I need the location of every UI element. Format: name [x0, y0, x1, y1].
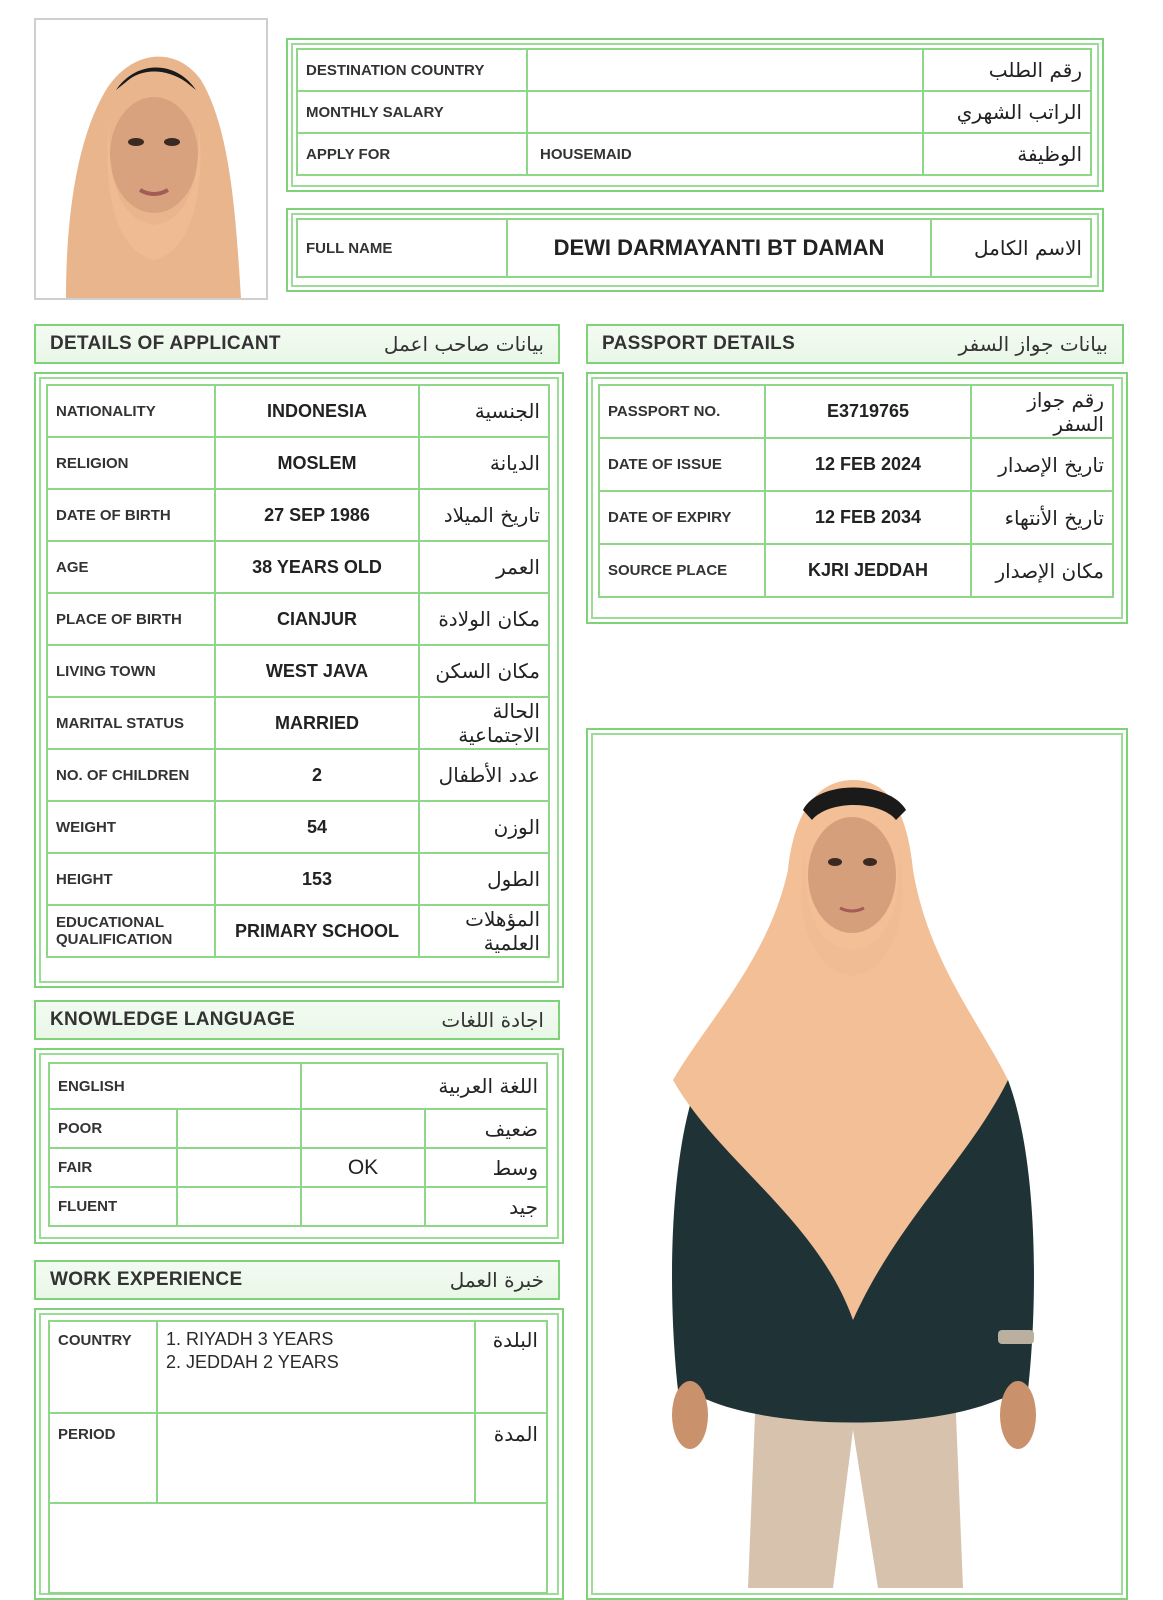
english-level: [177, 1148, 301, 1187]
country-row: [49, 1321, 547, 1413]
arabic-level: [301, 1187, 425, 1226]
field-label-ar: رقم جواز السفر: [971, 385, 1113, 438]
field-label-ar: الوظيفة: [923, 133, 1091, 175]
field-label-ar: الراتب الشهري: [923, 91, 1091, 133]
field-label-ar: مكان السكن: [419, 645, 549, 697]
country-line: 2. JEDDAH 2 YEARS: [166, 1352, 339, 1372]
full-name-label: FULL NAME: [297, 219, 507, 277]
field-label-ar: تاريخ الأنتهاء: [971, 491, 1113, 544]
language-level-row: [49, 1148, 547, 1187]
detail-row: [47, 801, 549, 853]
field-label: DATE OF BIRTH: [47, 489, 215, 541]
full-name-table: [296, 218, 1092, 278]
full-body-photo: [598, 740, 1112, 1588]
headshot-photo: [34, 18, 268, 300]
field-value: WEST JAVA: [215, 645, 419, 697]
detail-row: [47, 905, 549, 957]
field-value: CIANJUR: [215, 593, 419, 645]
detail-row: [47, 541, 549, 593]
field-label-ar: المؤهلات العلمية: [419, 905, 549, 957]
field-value: HOUSEMAID: [527, 133, 923, 175]
period-value: [157, 1413, 475, 1503]
field-label-ar: تاريخ الميلاد: [419, 489, 549, 541]
field-value: 27 SEP 1986: [215, 489, 419, 541]
field-value: 12 FEB 2024: [765, 438, 971, 491]
english-level: [177, 1109, 301, 1148]
english-level: [177, 1187, 301, 1226]
field-value: E3719765: [765, 385, 971, 438]
field-label: PLACE OF BIRTH: [47, 593, 215, 645]
field-label: MARITAL STATUS: [47, 697, 215, 749]
applicant-table: [46, 384, 550, 958]
level-label-ar: وسط: [425, 1148, 547, 1187]
detail-row: [47, 437, 549, 489]
field-value: MOSLEM: [215, 437, 419, 489]
arabic-header: اللغة العربية: [301, 1063, 547, 1109]
detail-row: [47, 853, 549, 905]
period-label: PERIOD: [49, 1413, 157, 1503]
field-label: NATIONALITY: [47, 385, 215, 437]
language-title: KNOWLEDGE LANGUAGE: [50, 1009, 296, 1030]
detail-row: [47, 697, 549, 749]
field-label-ar: الوزن: [419, 801, 549, 853]
country-line: 1. RIYADH 3 YEARS: [166, 1329, 334, 1349]
field-label: DATE OF EXPIRY: [599, 491, 765, 544]
language-level-row: [49, 1187, 547, 1226]
field-label-ar: الجنسية: [419, 385, 549, 437]
period-label-ar: المدة: [475, 1413, 547, 1503]
country-label-ar: البلدة: [475, 1321, 547, 1413]
full-name-label-ar: الاسم الكامل: [931, 219, 1091, 277]
destination-country-row: [297, 49, 1091, 91]
field-label: HEIGHT: [47, 853, 215, 905]
field-value: [527, 49, 923, 91]
detail-row: [47, 385, 549, 437]
country-value: [157, 1321, 475, 1413]
field-value: [527, 91, 923, 133]
field-value: 38 YEARS OLD: [215, 541, 419, 593]
field-value: 153: [215, 853, 419, 905]
passport-title-ar: بيانات جواز السفر: [958, 332, 1108, 356]
applicant-section-header: [34, 324, 560, 364]
field-value: 12 FEB 2034: [765, 491, 971, 544]
field-label: NO. OF CHILDREN: [47, 749, 215, 801]
detail-row: [47, 489, 549, 541]
field-value: PRIMARY SCHOOL: [215, 905, 419, 957]
arabic-level: [301, 1109, 425, 1148]
field-label: AGE: [47, 541, 215, 593]
detail-row: [599, 491, 1113, 544]
field-value: 2: [215, 749, 419, 801]
level-label: FLUENT: [49, 1187, 177, 1226]
field-label-ar: عدد الأطفال: [419, 749, 549, 801]
experience-blank-row: [49, 1503, 547, 1593]
detail-row: [599, 438, 1113, 491]
experience-section-header: [34, 1260, 560, 1300]
experience-title: WORK EXPERIENCE: [50, 1269, 243, 1290]
field-label: SOURCE PLACE: [599, 544, 765, 597]
language-level-row: [49, 1109, 547, 1148]
field-label-ar: تاريخ الإصدار: [971, 438, 1113, 491]
field-label: PASSPORT NO.: [599, 385, 765, 438]
apply-for-row: [297, 133, 1091, 175]
experience-table: [48, 1320, 548, 1594]
language-header-row: [49, 1063, 547, 1109]
top-form-table: [296, 48, 1092, 176]
field-value: INDONESIA: [215, 385, 419, 437]
passport-section-header: [586, 324, 1124, 364]
monthly-salary-row: [297, 91, 1091, 133]
passport-table: [598, 384, 1114, 598]
detail-row: [599, 385, 1113, 438]
full-name-value: DEWI DARMAYANTI BT DAMAN: [507, 219, 931, 277]
field-label-ar: العمر: [419, 541, 549, 593]
level-label: FAIR: [49, 1148, 177, 1187]
detail-row: [47, 593, 549, 645]
field-label-ar: الطول: [419, 853, 549, 905]
language-title-ar: اجادة اللغات: [441, 1008, 544, 1032]
arabic-level: OK: [301, 1148, 425, 1187]
language-table: [48, 1062, 548, 1227]
field-label-ar: مكان الإصدار: [971, 544, 1113, 597]
field-label: LIVING TOWN: [47, 645, 215, 697]
level-label-ar: ضعيف: [425, 1109, 547, 1148]
passport-title: PASSPORT DETAILS: [602, 333, 796, 354]
country-label: COUNTRY: [49, 1321, 157, 1413]
blank-cell: [49, 1503, 547, 1593]
field-label: DATE OF ISSUE: [599, 438, 765, 491]
level-label-ar: جيد: [425, 1187, 547, 1226]
applicant-title-ar: بيانات صاحب اعمل: [383, 332, 544, 356]
field-value: KJRI JEDDAH: [765, 544, 971, 597]
field-label: DESTINATION COUNTRY: [297, 49, 527, 91]
detail-row: [47, 749, 549, 801]
field-label: APPLY FOR: [297, 133, 527, 175]
language-section-header: [34, 1000, 560, 1040]
field-label-ar: رقم الطلب: [923, 49, 1091, 91]
field-label: MONTHLY SALARY: [297, 91, 527, 133]
field-value: 54: [215, 801, 419, 853]
level-label: POOR: [49, 1109, 177, 1148]
field-label-ar: مكان الولادة: [419, 593, 549, 645]
detail-row: [599, 544, 1113, 597]
detail-row: [47, 645, 549, 697]
field-label: EDUCATIONAL QUALIFICATION: [47, 905, 215, 957]
english-header: ENGLISH: [49, 1063, 301, 1109]
field-value: MARRIED: [215, 697, 419, 749]
experience-title-ar: خبرة العمل: [449, 1268, 544, 1292]
field-label-ar: الحالة الاجتماعية: [419, 697, 549, 749]
period-row: [49, 1413, 547, 1503]
field-label: RELIGION: [47, 437, 215, 489]
applicant-title: DETAILS OF APPLICANT: [50, 333, 281, 354]
field-label: WEIGHT: [47, 801, 215, 853]
field-label-ar: الديانة: [419, 437, 549, 489]
